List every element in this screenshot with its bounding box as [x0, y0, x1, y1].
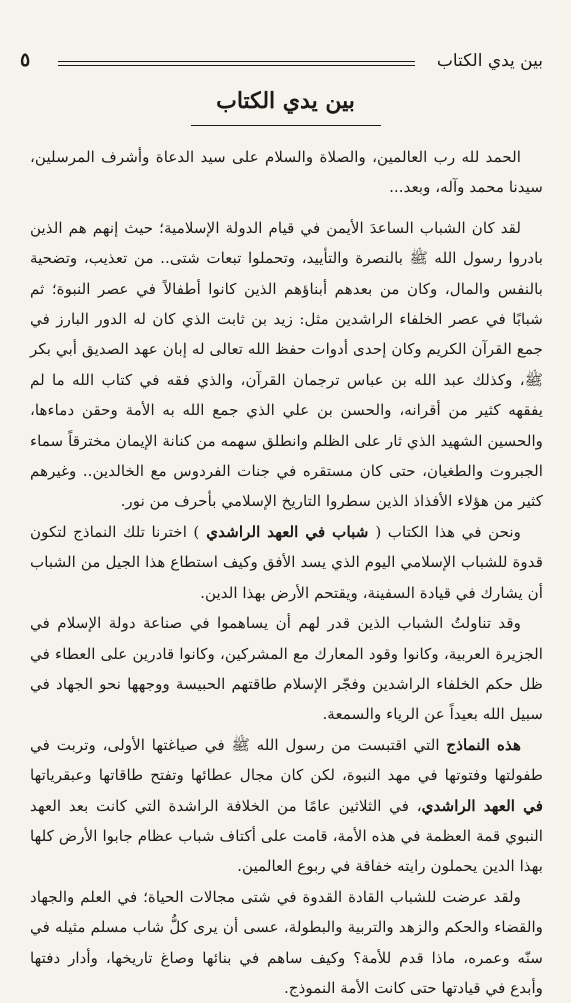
header-rule-thin: [58, 65, 415, 66]
paragraph-closing: ولقد عرضت للشباب القادة القدوة في شتى مجالات الحياة؛ في العلم والجهاد والقضاء والحكم والزهد والتربية والبطولة، عسى أن يرى كلُّ شاب مسلم مثيله في سنّه وعمره، ماذا قدم للأمة؟ وكيف ساهم في بنائها وصاغ تاريخها، وأدار دفتها وأبدع في قيادتها حتى كانت الأمة النموذج.: [30, 887, 543, 997]
paragraph-part: التي اقتبست من رسول الله ﷺ في صياغتها الأولى، وتربت في طفولتها وفتوتها في مهد النبوة، لكن كان مجال عطائها وتفتح طاقاتها وعبقرياتها: [30, 735, 543, 785]
running-header: [20, 50, 543, 76]
book-title-emphasis: شباب في العهد الراشدي: [199, 522, 376, 541]
paragraph-part: ) اخترنا تلك النماذج لتكون قدوة للشباب الإسلامي اليوم الذي يسد الأفق وكيف استطاع هذا الجيل من الشباب أن يشارك في قيادة السفينة، ويقتحم الأرض بهذا الدين.: [30, 522, 543, 602]
paragraph-lead-emphasis: هذه النماذج: [446, 735, 521, 754]
paragraph-youth-role: لقد كان الشباب الساعدَ الأيمن في قيام الدولة الإسلامية؛ حيث إنهم هم الذين بادروا رسول الله ﷺ بالنصرة والتأييد، وتحملوا تبعات شتى.. من تعذيب، وتضحية بالنفس والمال، وكان من بعدهم أبناؤهم الذين كانوا أطفالاً في عصر النبوة؛ ثم شبابًا في عصر الخلفاء الراشدين مثل: زيد بن ثابت الذي كان له الدور البارز في جمع القرآن الكريم وكان إحدى أدوات حفظ الله تعالى له إبان عهد الصديق أبي بكر ﷺ، وكذلك عبد الله بن عباس ترجمان القرآن، والذي فقه في كتاب الله ما لم يفقهه كثير من أقرانه، والحسن بن علي الذي جمع الله به الأمة وحقن دماءها، والحسين الشهيد الذي ثار على الظلم وانطلق سهمه من كنانة الإيمان مخترقاً سماء الجبروت والطغيان، حتى كان مستقره في جنات الفردوس مع الخالدين.. وغيرهم كثير من هؤلاء الأفذاذ الذين سطروا التاريخ الإسلامي بأحرف من نور.: [30, 218, 543, 511]
paragraph-part: ، في الثلاثين عامًا من الخلافة الراشدة التي كانت بعد العهد النبوي قمة العظمة في هذه الأمة، قامت على أكتاف شباب عظام جابوا الأرض كلها بهذا الدين يحملون رايته خفاقة في ربوع العالمين.: [30, 796, 543, 876]
page-number: ٥: [20, 49, 31, 71]
running-title: بين يدي الكتاب: [436, 51, 543, 71]
paragraph-part: ونحن في هذا الكتاب (: [375, 522, 521, 541]
body-text: [30, 142, 543, 1003]
paragraph-opening: الحمد لله رب العالمين، والصلاة والسلام على سيد الدعاة وأشرف المرسلين، سيدنا محمد وآله، وبعد...: [30, 148, 543, 197]
header-rule: [58, 61, 415, 62]
era-emphasis: في العهد الراشدي: [421, 796, 544, 815]
chapter-title: بين يدي الكتاب: [216, 88, 355, 114]
title-underline: [191, 125, 381, 126]
paragraph-models: [30, 730, 543, 882]
paragraph-youth-battles: وقد تناولتُ الشباب الذين قدر لهم أن يساهموا في صناعة دولة الإسلام في الجزيرة العربية، وكانوا وقود المعارك مع المشركين، وكانوا قادرين على العطاء في ظل حكم الخلفاء الراشدين وفجّر الإسلام طاقتهم الحبيسة ووجهها نحو الجهاد في سبيل الله بعيداً عن الرياء والسمعة.: [30, 614, 543, 724]
paragraph-book-intro: [30, 517, 543, 608]
